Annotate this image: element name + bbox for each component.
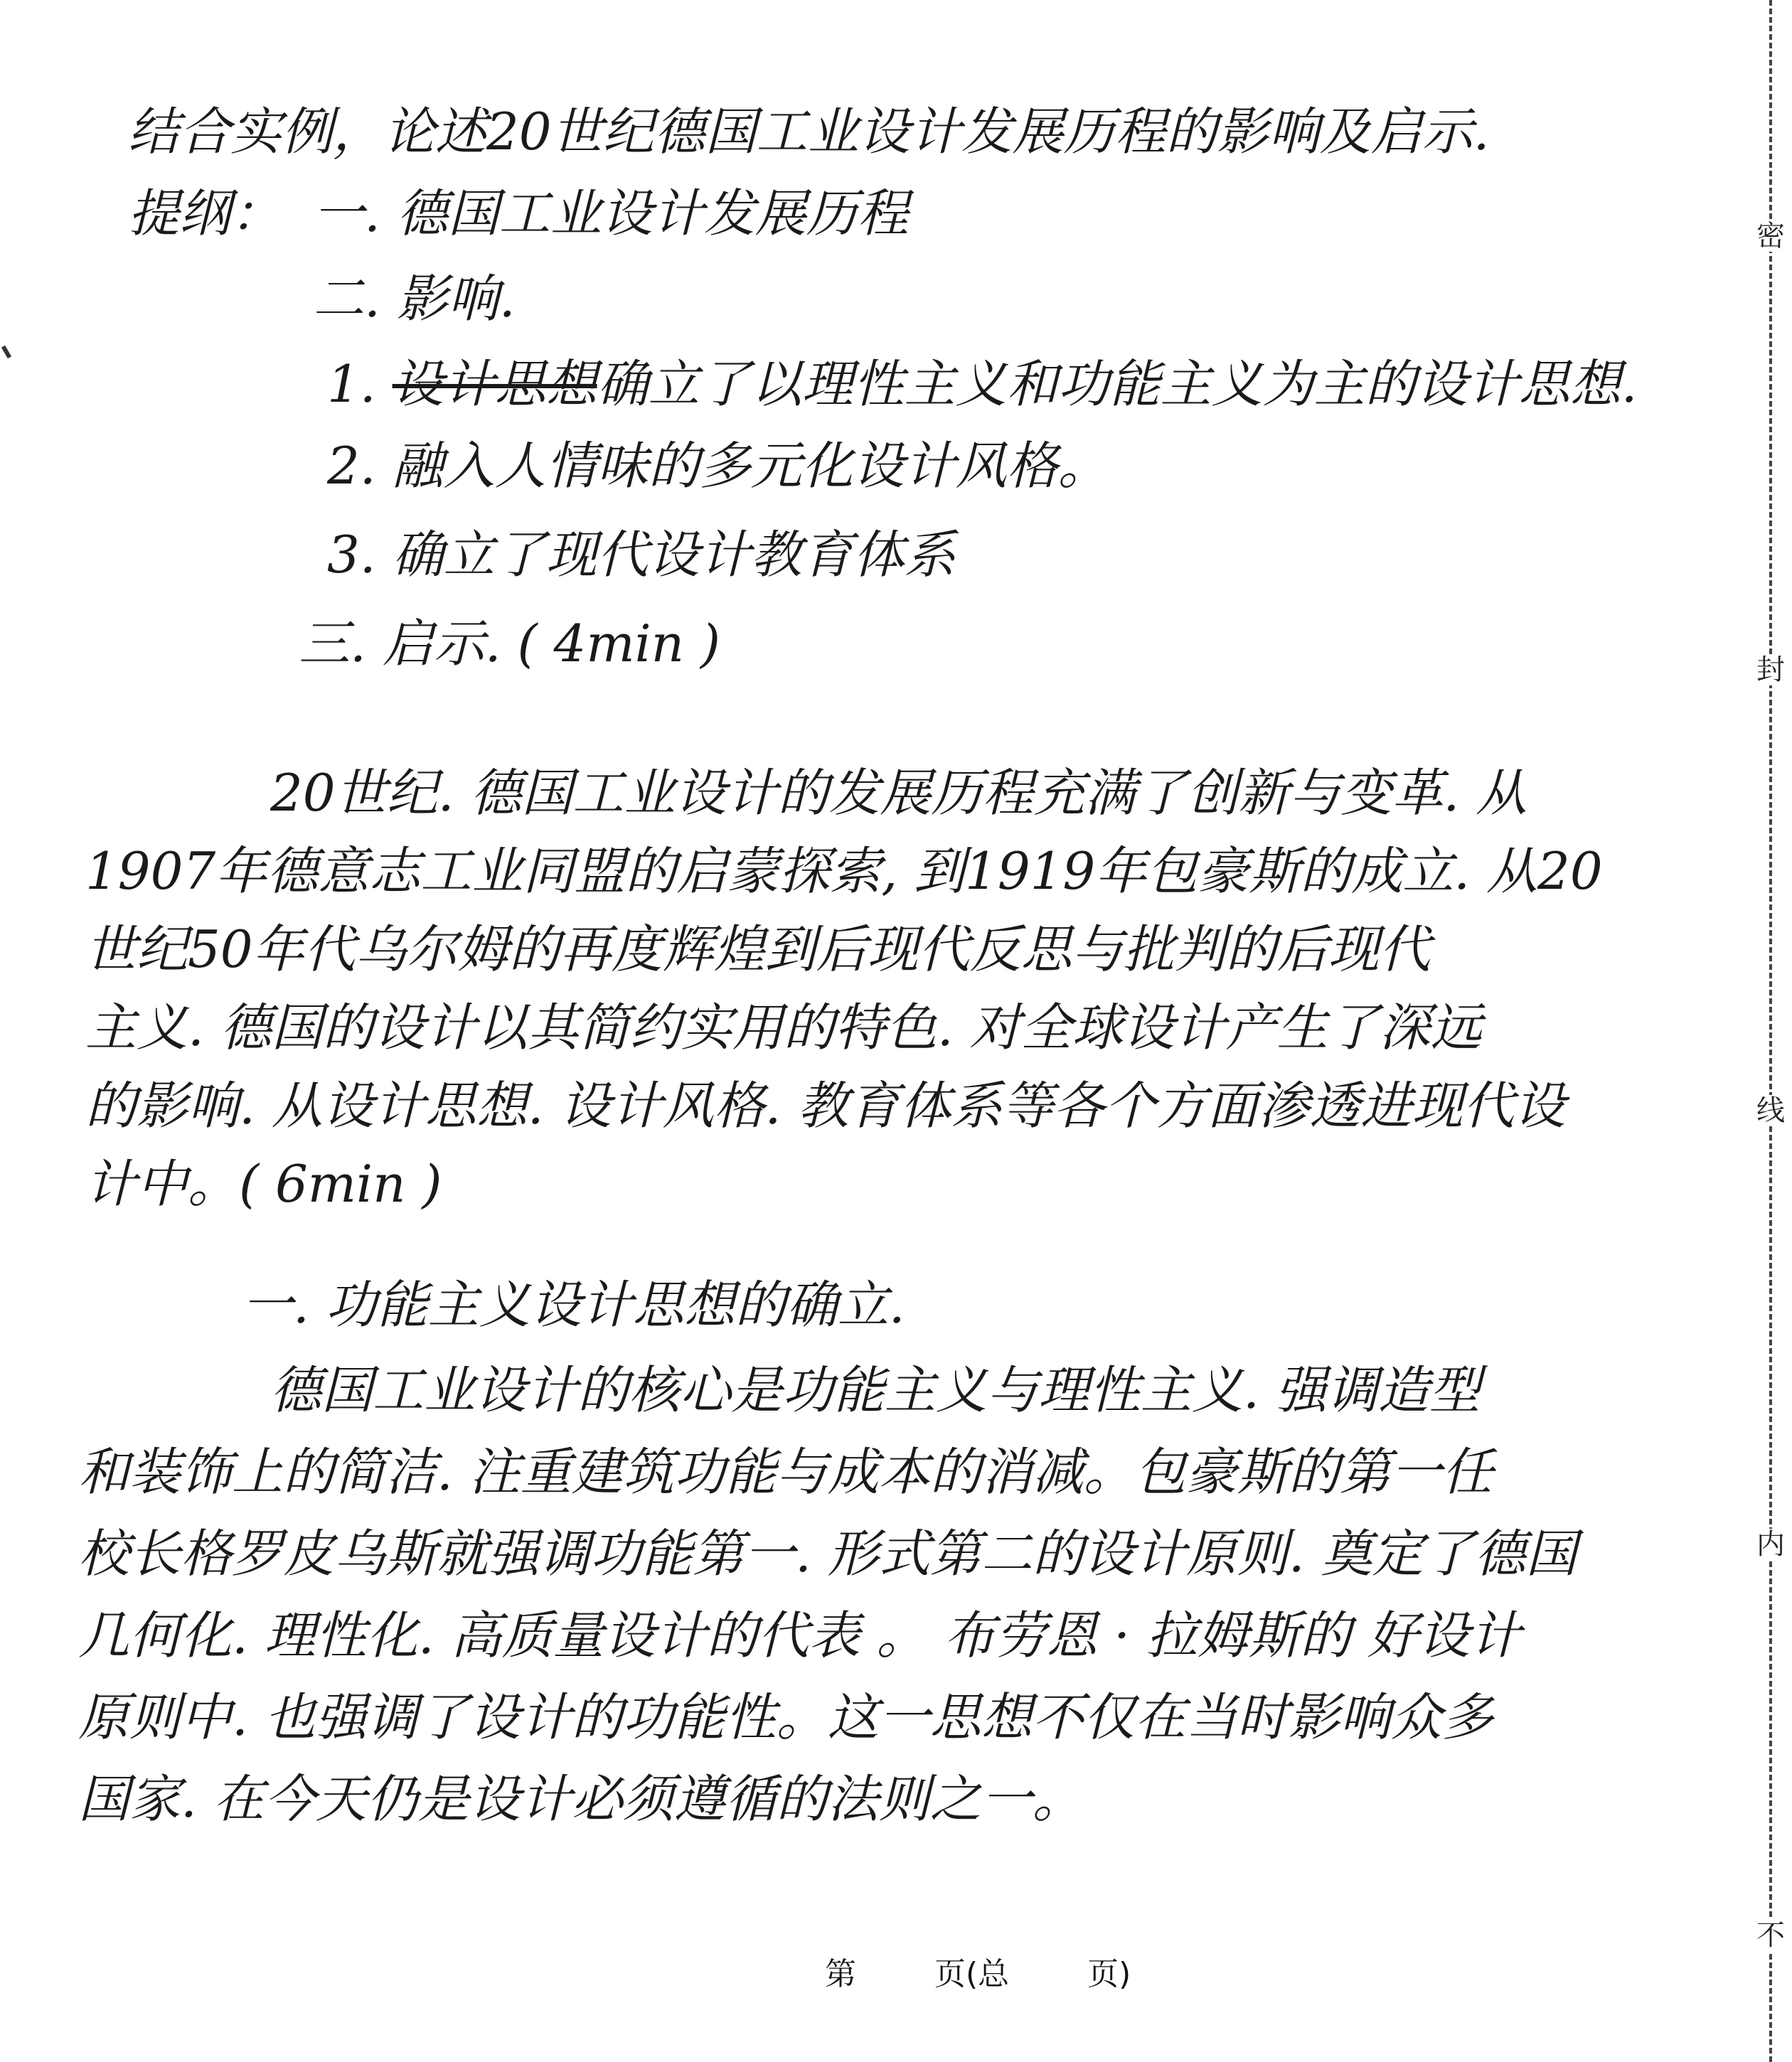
section-1-line-4: 几何化. 理性化. 高质量设计的代表 。 布劳恩 · 拉姆斯的 好设计 (78, 1606, 1521, 1665)
section-1-line-5: 原则中. 也强调了设计的功能性。这一思想不仅在当时影响众多 (78, 1687, 1493, 1747)
margin-mark-4: 内 (1756, 1528, 1785, 1561)
margin-mark-2: 封 (1756, 653, 1785, 686)
outline-item-1: 一. 德国工业设计发展历程 (313, 183, 909, 243)
section-1-line-6: 国家. 在今天仍是设计必须遵循的法则之一。 (78, 1769, 1084, 1829)
outline-sub-1-number: 1. (327, 354, 393, 414)
section-1-line-1: 德国工业设计的核心是功能主义与理性主义. 强调造型 (270, 1360, 1481, 1420)
margin-mark-5: 不 (1756, 1919, 1785, 1952)
intro-line-3: 世纪50年代乌尔姆的再度辉煌到后现代反思与批判的后现代 (85, 919, 1431, 979)
margin-mark-3: 线 (1756, 1094, 1785, 1127)
footer-ye-end: 页) (1087, 1956, 1131, 1992)
intro-line-5: 的影响. 从设计思想. 设计风格. 教育体系等各个方面渗透进现代设 (85, 1076, 1566, 1136)
intro-line-1: 20世纪. 德国工业设计的发展历程充满了创新与变革. 从 (270, 763, 1527, 823)
binding-line (1769, 0, 1772, 2062)
section-1-heading: 一. 功能主义设计思想的确立. (242, 1275, 905, 1335)
stray-mark (1, 346, 11, 359)
outline-item-3: 三. 启示. ( 4min ) (299, 614, 720, 673)
intro-line-6: 计中。( 6min ) (85, 1154, 442, 1214)
intro-line-4: 主义. 德国的设计以其简约实用的特色. 对全球设计产生了深远 (85, 998, 1482, 1057)
footer-ye-zong: 页(总 (934, 1956, 1010, 1992)
intro-line-2: 1907年德意志工业同盟的启蒙探索, 到1919年包豪斯的成立. 从20 (85, 841, 1603, 901)
outline-label: 提纲： (128, 183, 282, 243)
section-1-line-2: 和装饰上的简洁. 注重建筑功能与成本的消减。包豪斯的第一任 (78, 1442, 1493, 1502)
outline-sub-2: 2. 融入人情味的多元化设计风格。 (327, 436, 1109, 496)
essay-title: 结合实例，论述20世纪德国工业设计发展历程的影响及启示. (128, 102, 1490, 161)
outline-sub-1 (327, 352, 1638, 416)
outline-sub-1-struck-text: 设计思想 (392, 354, 597, 414)
page-footer (825, 1948, 1131, 1994)
outline-sub-3: 3. 确立了现代设计教育体系 (327, 525, 956, 584)
margin-mark-1: 密 (1756, 220, 1785, 252)
outline-item-2: 二. 影响. (313, 269, 516, 328)
outline-sub-1-text: 确立了以理性主义和功能主义为主的设计思想. (597, 354, 1638, 414)
section-1-line-3: 校长格罗皮乌斯就强调功能第一. 形式第二的设计原则. 奠定了德国 (78, 1524, 1577, 1583)
footer-di: 第 (825, 1956, 856, 1992)
